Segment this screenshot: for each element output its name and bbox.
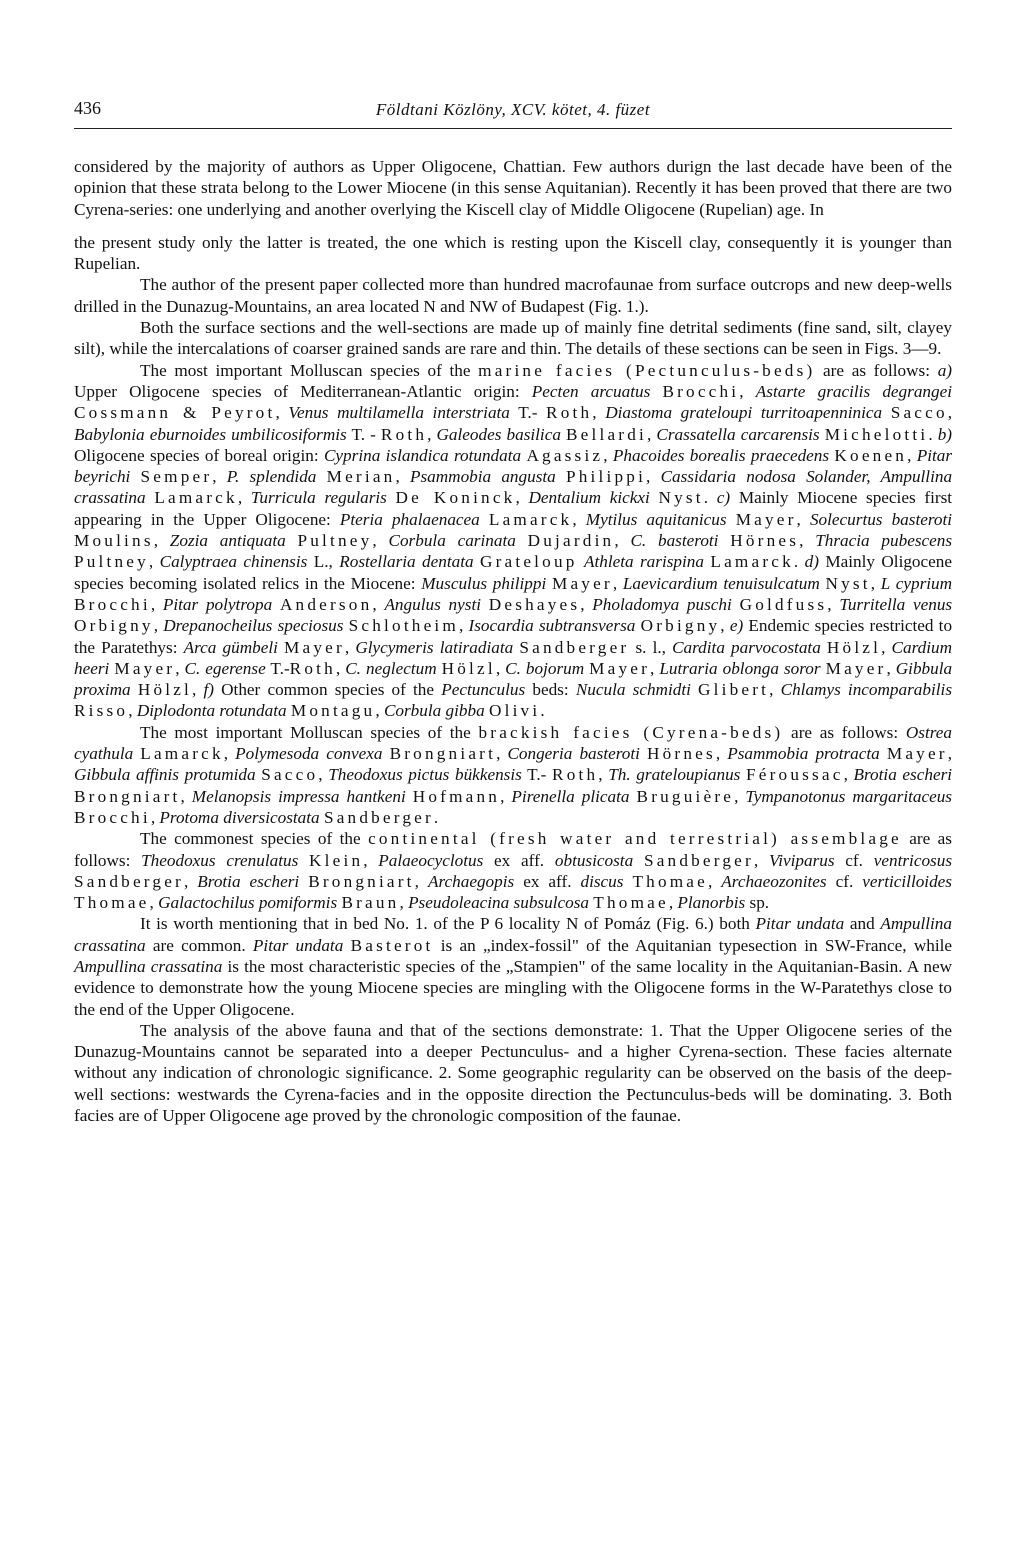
text-run: , bbox=[372, 531, 389, 551]
italic-text: c) bbox=[716, 488, 731, 508]
italic-text: Melanopsis impressa hantkeni bbox=[191, 786, 406, 806]
text-run: , bbox=[183, 871, 198, 891]
text-run: , bbox=[150, 594, 163, 614]
italic-text: Galeodes basilica bbox=[436, 424, 561, 444]
spaced-text: Mayer bbox=[114, 658, 176, 678]
text-run bbox=[406, 787, 413, 806]
spaced-text: Mayer bbox=[589, 658, 651, 678]
italic-text: e) bbox=[729, 616, 744, 636]
spaced-text: Philippi bbox=[566, 467, 647, 487]
text-run bbox=[299, 872, 308, 891]
italic-text: Ostrea cyathula bbox=[74, 722, 952, 764]
italic-text: Diastoma grateloupi turritoapenninica bbox=[605, 403, 883, 423]
text-run: , bbox=[496, 744, 508, 764]
italic-text: Phacoides borealis praecedens bbox=[612, 445, 830, 465]
text-run bbox=[343, 936, 350, 955]
italic-text: Mytilus aquitanicus bbox=[585, 509, 727, 529]
italic-text: Cyprina islandica rotundata bbox=[323, 445, 522, 465]
paragraph-p2 bbox=[74, 232, 952, 275]
italic-text: Astarte gracilis degrangei bbox=[755, 381, 953, 401]
page-number: 436 bbox=[74, 98, 101, 118]
text-run: , bbox=[128, 701, 137, 721]
text-run: , bbox=[646, 424, 657, 444]
journal-title: Földtani Közlöny, XCV. kötet, 4. füzet bbox=[375, 100, 651, 119]
text-run: , bbox=[192, 680, 204, 700]
spaced-text: Bruguière bbox=[636, 786, 735, 806]
text-run: Upper Oligocene species of Mediterranean-Atlantic origin: bbox=[74, 381, 532, 401]
text-run: s. l., bbox=[629, 637, 673, 657]
text-run: , bbox=[843, 765, 854, 785]
text-run: , bbox=[175, 658, 185, 678]
paragraph-p3 bbox=[74, 274, 952, 317]
spaced-text: Mayer bbox=[735, 509, 797, 529]
italic-text: Pitar beyrichi bbox=[74, 445, 953, 487]
spaced-text: Roth bbox=[380, 424, 428, 444]
text-run: is the most characteristic species of the „Stampien" of the same locality in the Aquitanian-Basin. A new evidence to demonstrate how the young Miocene species are mingling with the Oligocene forms in the W-Paratethys close to the end of the Upper Oligocene. bbox=[74, 956, 952, 1019]
italic-text: C. neglectum bbox=[345, 658, 437, 678]
spaced-text: Hölzl bbox=[137, 680, 193, 700]
text-run: T. - bbox=[346, 424, 381, 444]
italic-text: Crassatella carcarensis bbox=[656, 424, 820, 444]
text-run: , bbox=[318, 765, 329, 785]
italic-text: Pitar undata bbox=[252, 935, 344, 955]
italic-text: C. bojorum bbox=[505, 658, 585, 678]
italic-text: Laevicardium tenuisulcatum bbox=[622, 573, 820, 593]
italic-text: Isocardia subtransversa bbox=[468, 616, 636, 636]
spaced-text: Roth bbox=[552, 765, 599, 785]
text-run bbox=[650, 488, 659, 507]
spaced-text: Lamarck bbox=[140, 744, 224, 764]
italic-text: Theodoxus crenulatus bbox=[141, 850, 299, 870]
text-run bbox=[316, 467, 326, 486]
text-run: The most important Molluscan species of the bbox=[140, 360, 479, 380]
text-run: Mainly Miocene species first appearing in the Upper Oligocene: bbox=[74, 488, 953, 529]
text-run: , bbox=[739, 381, 756, 401]
text-run: The most important Molluscan species of the bbox=[140, 722, 479, 742]
spaced-text: Mayer bbox=[825, 658, 887, 678]
text-run bbox=[691, 680, 698, 699]
text-run: , bbox=[237, 488, 251, 508]
text-run bbox=[286, 531, 298, 550]
text-run: , bbox=[870, 573, 881, 593]
italic-text: Theodoxus pictus bükkensis bbox=[328, 765, 522, 785]
text-run: , bbox=[458, 616, 469, 636]
italic-text: Turritella venus bbox=[839, 594, 953, 614]
text-run: , bbox=[399, 893, 409, 913]
text-run: , bbox=[886, 658, 896, 678]
paragraph-p4 bbox=[74, 317, 952, 360]
text-run: , bbox=[947, 403, 953, 423]
text-run bbox=[298, 851, 309, 870]
italic-text: Calyptraea chinensis bbox=[159, 552, 308, 572]
spaced-text: Thomae bbox=[593, 893, 669, 913]
text-run bbox=[882, 403, 891, 422]
text-run: , bbox=[500, 786, 512, 806]
text-run: , bbox=[572, 509, 586, 529]
text-run: the present study only the latter is treated, the one which is resting upon the Kiscell clay, consequently it is younger than Rupelian. bbox=[74, 232, 952, 274]
text-run bbox=[130, 467, 140, 486]
italic-text: P. splendida bbox=[226, 467, 317, 487]
italic-text: Venus multilamella interstriata bbox=[288, 403, 510, 423]
italic-text: Rostellaria dentata bbox=[339, 552, 474, 572]
spaced-text: Pultney bbox=[74, 552, 149, 572]
italic-text: Congeria basteroti bbox=[507, 744, 640, 764]
text-run: ex aff. bbox=[483, 850, 555, 870]
text-run bbox=[131, 680, 138, 699]
spaced-text: Brongniart bbox=[308, 871, 415, 891]
spaced-text: continental (fresh water and terrestrial) assemblage bbox=[368, 829, 902, 849]
italic-text: Drepanocheilus speciosus bbox=[163, 616, 344, 636]
text-run: , bbox=[150, 807, 160, 827]
text-run bbox=[633, 851, 644, 870]
paragraph-p8 bbox=[74, 913, 952, 1019]
text-run: , bbox=[715, 744, 728, 764]
text-run: , bbox=[720, 616, 730, 636]
text-run: . bbox=[793, 552, 805, 572]
text-run: Both the surface sections and the well-sections are made up of mainly fine detrital sediments (fine sand, silt, clayey silt), while the intercalations of coarser grained sands are rare and thin. The details of these sections can be seen in Figs. 3—9. bbox=[74, 318, 952, 359]
text-run: The author of the present paper collected more than hundred macrofaunae from surface outcrops and new deep-wells drilled in the Dunazug-Mountains, an area located N and NW of Budapest (Fig. 1.). bbox=[74, 275, 952, 316]
text-run: sp. bbox=[745, 893, 770, 913]
spaced-text: Mayer bbox=[284, 637, 345, 657]
italic-text: Ampullina crassatina bbox=[74, 956, 223, 976]
italic-text: obtusicosta bbox=[554, 850, 634, 870]
text-run: , bbox=[427, 424, 437, 444]
italic-text: Pitar polytropa bbox=[162, 594, 273, 614]
text-run: The analysis of the above fauna and that of the sections demonstrate: 1. That the Upper Oligocene series of the Dunazug-Mountains cannot be separated into a deeper Pectunculus- and a higher Cyrena-section. These facies alternate without any indication of chronologic significance. 2. Some geographic regularity can be observed on the basis of the deep-well sections: westwards the Cyrena-facies and in the opposite direction the Pectunculus-beds will be dominating. 3. Both facies are of Upper Oligocene age proved by the chronologic composition of the faunae. bbox=[74, 1020, 952, 1126]
italic-text: Lutraria oblonga soror bbox=[659, 658, 821, 678]
spaced-text: Nyst bbox=[658, 488, 704, 508]
text-run: , bbox=[603, 445, 613, 465]
italic-text: f) bbox=[203, 680, 214, 700]
italic-text: Psammobia protracta bbox=[727, 744, 880, 764]
text-run: , bbox=[580, 594, 593, 614]
text-run: , bbox=[707, 871, 722, 891]
spaced-text: Glibert bbox=[698, 680, 770, 700]
italic-text: Archaeozonites bbox=[721, 871, 827, 891]
spaced-text: marine facies (Pectunculus-beds) bbox=[478, 360, 816, 380]
italic-text: Psammobia angusta bbox=[409, 467, 556, 487]
text-run: , bbox=[375, 701, 384, 721]
text-run: T.- bbox=[509, 403, 547, 423]
text-run bbox=[650, 382, 662, 401]
text-run bbox=[732, 595, 740, 614]
text-run: , bbox=[212, 467, 227, 487]
paragraph-p6 bbox=[74, 722, 952, 828]
text-run: , bbox=[275, 403, 289, 423]
text-run: , bbox=[907, 445, 917, 465]
spaced-text: Roth bbox=[289, 658, 336, 678]
spaced-text: Brocchi bbox=[662, 381, 740, 401]
spaced-text: Brocchi bbox=[74, 594, 151, 614]
text-run bbox=[630, 787, 637, 806]
text-run bbox=[387, 488, 396, 507]
spaced-text: Klein bbox=[309, 850, 364, 870]
italic-text: Galactochilus pomiformis bbox=[158, 893, 338, 913]
italic-text: a) bbox=[937, 360, 953, 380]
italic-text: Glycymeris latiradiata bbox=[355, 637, 514, 657]
text-run: cf. bbox=[826, 871, 863, 891]
italic-text: Turricula regularis bbox=[250, 488, 387, 508]
text-run: , bbox=[598, 765, 609, 785]
spaced-text: Sandberger bbox=[74, 871, 184, 891]
text-run: are as follows: bbox=[74, 829, 952, 870]
spaced-text: Thomae bbox=[74, 893, 150, 913]
text-run: , bbox=[769, 680, 781, 700]
text-run: , bbox=[881, 637, 892, 657]
spaced-text: Hölzl bbox=[441, 658, 496, 678]
text-run: , bbox=[363, 850, 379, 870]
italic-text: Pteria phalaenacea bbox=[339, 509, 480, 529]
spaced-text: Grateloup bbox=[480, 552, 578, 572]
text-run bbox=[480, 510, 489, 529]
text-run: Oligocene species of boreal origin: bbox=[74, 445, 324, 465]
italic-text: Palaeocyclotus bbox=[378, 850, 484, 870]
text-run: are common. bbox=[145, 935, 253, 955]
spaced-text: Olivi bbox=[488, 701, 541, 721]
italic-text: verticilloides bbox=[862, 871, 952, 891]
text-run: , bbox=[734, 786, 746, 806]
spaced-text: Hörnes bbox=[647, 744, 716, 764]
text-run: ex aff. bbox=[514, 871, 581, 891]
text-run: , bbox=[612, 573, 623, 593]
spaced-text: Braun bbox=[341, 893, 400, 913]
running-header bbox=[74, 98, 952, 129]
spaced-text: Moulins bbox=[74, 531, 154, 551]
text-run: , bbox=[414, 871, 428, 891]
text-run: , bbox=[796, 509, 810, 529]
italic-text: L cyprium bbox=[880, 573, 953, 593]
italic-text: Pitar undata bbox=[755, 914, 845, 934]
spaced-text: Féroussac bbox=[746, 765, 844, 785]
italic-text: Brotia escheri bbox=[853, 765, 953, 785]
spaced-text: Sacco bbox=[261, 765, 319, 785]
italic-text: discus bbox=[580, 871, 624, 891]
text-run: The commonest species of the bbox=[140, 829, 369, 849]
text-run bbox=[516, 531, 528, 550]
text-run: , bbox=[515, 488, 529, 508]
text-run: cf. bbox=[834, 850, 874, 870]
italic-text: Solecurtus basteroti bbox=[809, 509, 953, 529]
text-run: T.- bbox=[521, 765, 553, 785]
text-run: , bbox=[149, 893, 159, 913]
text-run: , bbox=[668, 893, 678, 913]
spaced-text: Lamarck bbox=[710, 552, 794, 572]
italic-text: Ampullina crassatina bbox=[74, 914, 952, 955]
italic-text: Archaegopis bbox=[427, 871, 515, 891]
text-run: , bbox=[592, 403, 606, 423]
spaced-text: Sandberger bbox=[643, 850, 754, 870]
text-run bbox=[272, 595, 280, 614]
italic-text: Pirenella plicata bbox=[511, 786, 630, 806]
italic-text: Dentalium kickxi bbox=[528, 488, 650, 508]
spaced-text: Goldfuss bbox=[739, 594, 828, 614]
italic-text: Corbula gibba bbox=[383, 701, 485, 721]
italic-text: Polymesoda convexa bbox=[235, 744, 383, 764]
spaced-text: Sacco bbox=[890, 403, 948, 423]
text-run: It is worth mentioning that in bed No. 1. of the P 6 locality N of Pomáz (Fig. 6.) both bbox=[140, 914, 756, 934]
text-run: , bbox=[646, 467, 661, 487]
italic-text: Planorbis bbox=[677, 893, 746, 913]
text-run: , bbox=[395, 467, 410, 487]
text-run: , bbox=[153, 616, 164, 636]
italic-text: C. egerense bbox=[184, 658, 266, 678]
italic-text: Musculus philippi bbox=[421, 573, 547, 593]
spaced-text: Hölzl bbox=[826, 637, 882, 657]
spaced-text: Sandberger bbox=[323, 807, 434, 827]
spaced-text: Brocchi bbox=[74, 807, 151, 827]
spaced-text: Basterot bbox=[350, 935, 434, 955]
text-run: , bbox=[344, 637, 356, 657]
text-run: , bbox=[372, 594, 385, 614]
italic-text: Tympanotonus margaritaceus bbox=[745, 786, 952, 806]
spaced-text: Semper bbox=[140, 467, 213, 487]
text-run bbox=[556, 467, 566, 486]
body-text bbox=[74, 156, 952, 1126]
spaced-text: Montagu bbox=[290, 701, 376, 721]
text-run: . bbox=[540, 701, 545, 721]
italic-text: Pecten arcuatus bbox=[531, 381, 651, 401]
italic-text: Cardita parvocostata bbox=[672, 637, 821, 657]
text-run: and bbox=[844, 914, 881, 934]
text-run bbox=[880, 744, 887, 763]
text-run: , bbox=[753, 850, 769, 870]
text-run: , bbox=[799, 531, 816, 551]
spaced-text: Schlotheim bbox=[348, 616, 459, 636]
text-run: Endemic species restricted to the Paratethys: bbox=[74, 616, 953, 657]
text-run: , bbox=[335, 658, 346, 678]
italic-text: Th. grateloupianus bbox=[608, 765, 741, 785]
italic-text: C. basteroti bbox=[630, 531, 719, 551]
text-run: . bbox=[928, 424, 938, 444]
text-run: , bbox=[947, 744, 952, 764]
italic-text: Gibbula proxima bbox=[74, 658, 953, 700]
spaced-text: Anderson bbox=[279, 594, 373, 614]
italic-text: Cardium heeri bbox=[74, 637, 953, 678]
italic-text: Nucula schmidti bbox=[575, 680, 691, 700]
italic-text: Viviparus bbox=[768, 850, 835, 870]
italic-text: Diplodonta rotundata bbox=[136, 701, 287, 721]
spaced-text: Merian bbox=[326, 467, 396, 487]
text-run: is an „index-fossil" of the Aquitanian typesection in SW-France, while bbox=[433, 935, 953, 955]
text-run: Other common species of the bbox=[213, 680, 442, 700]
spaced-text: Dujardin bbox=[527, 531, 615, 551]
paragraph-p5 bbox=[74, 360, 952, 722]
italic-text: Corbula carinata bbox=[388, 531, 516, 551]
paragraph-p1 bbox=[74, 156, 952, 220]
text-run: , bbox=[614, 531, 631, 551]
text-run bbox=[383, 744, 390, 763]
spaced-text: Mayer bbox=[551, 573, 613, 593]
spaced-text: Thomae bbox=[632, 871, 708, 891]
italic-text: Protoma diversicostata bbox=[159, 807, 320, 827]
spaced-text: De Koninck bbox=[395, 488, 516, 508]
italic-text: Thracia pubescens bbox=[815, 531, 953, 551]
spaced-text: Cossmann & Peyrot bbox=[74, 403, 276, 423]
italic-text: Zozia antiquata bbox=[169, 531, 286, 551]
spaced-text: Orbigny bbox=[640, 616, 721, 636]
text-run bbox=[718, 531, 730, 550]
spaced-text: Mayer bbox=[886, 744, 948, 764]
text-run: , bbox=[153, 531, 170, 551]
spaced-text: Deshayes bbox=[488, 594, 581, 614]
spaced-text: Hofmann bbox=[412, 786, 501, 806]
text-run: Mainly Oligocene species becoming isolated relics in the Miocene: bbox=[74, 552, 953, 593]
text-run: are as follows: bbox=[815, 360, 938, 380]
text-run bbox=[727, 510, 736, 529]
spaced-text: Nyst bbox=[825, 573, 871, 593]
italic-text: b) bbox=[937, 424, 953, 444]
italic-text: Cassidaria nodosa Solander, Ampullina crassatina bbox=[74, 467, 953, 508]
spaced-text: Roth bbox=[546, 403, 593, 423]
italic-text: d) bbox=[804, 552, 819, 572]
spaced-text: Sandberger bbox=[519, 637, 630, 657]
italic-text: Gibbula affinis protumida bbox=[74, 765, 256, 785]
text-run: L., bbox=[307, 552, 340, 572]
spaced-text: brackish facies (Cyrena-beds) bbox=[478, 722, 784, 742]
spaced-text: Koenen bbox=[834, 445, 908, 465]
text-run: . bbox=[703, 488, 717, 508]
text-run bbox=[481, 595, 489, 614]
spaced-text: Orbigny bbox=[74, 616, 154, 636]
italic-text: Pectunculus bbox=[441, 680, 526, 700]
italic-text: ventricosus bbox=[873, 850, 953, 870]
spaced-text: Lamarck bbox=[154, 488, 238, 508]
spaced-text: Risso bbox=[74, 701, 129, 721]
italic-text: Angulus nysti bbox=[384, 594, 481, 614]
text-run: , bbox=[223, 744, 236, 764]
text-run bbox=[640, 744, 647, 763]
spaced-text: Pultney bbox=[297, 531, 373, 551]
text-run: , bbox=[650, 658, 660, 678]
text-run: beds: bbox=[525, 680, 576, 700]
text-run: . bbox=[433, 807, 439, 827]
text-run: T.- bbox=[265, 658, 290, 678]
text-run: are as follows: bbox=[783, 722, 906, 742]
italic-text: Chlamys incomparabilis bbox=[780, 680, 953, 700]
italic-text: Athleta rarispina bbox=[583, 552, 704, 572]
italic-text: Arca gümbeli bbox=[183, 637, 278, 657]
spaced-text: Brongniart bbox=[74, 786, 181, 806]
text-run: , bbox=[827, 594, 840, 614]
paragraph-p7 bbox=[74, 828, 952, 913]
spaced-text: Hörnes bbox=[730, 531, 800, 551]
spaced-text: Bellardi bbox=[566, 424, 647, 444]
text-run: considered by the majority of authors as Upper Oligocene, Chattian. Few authors durign the last decade have been of the opinion that these strata belong to the Lower Miocene (in this sense Aquitanian). Recently it has been proved that there are two Cyrena-series: one underlying and another overlying the Kiscell clay of Middle Oligocene (Rupelian) age. In bbox=[74, 157, 952, 219]
italic-text: Brotia escheri bbox=[197, 871, 300, 891]
text-run: , bbox=[180, 786, 192, 806]
spaced-text: Lamarck bbox=[488, 509, 573, 529]
text-run: , bbox=[495, 658, 506, 678]
spaced-text: Agassiz bbox=[526, 445, 604, 465]
spaced-text: Brongniart bbox=[389, 744, 497, 764]
italic-text: Babylonia eburnoides umbilicosiformis bbox=[74, 424, 347, 444]
italic-text: Pseudoleacina subsulcosa bbox=[408, 893, 589, 913]
spaced-text: Michelotti bbox=[824, 424, 929, 444]
italic-text: Pholadomya puschi bbox=[592, 594, 732, 614]
paragraph-p9 bbox=[74, 1020, 952, 1126]
text-run: , bbox=[148, 552, 160, 572]
